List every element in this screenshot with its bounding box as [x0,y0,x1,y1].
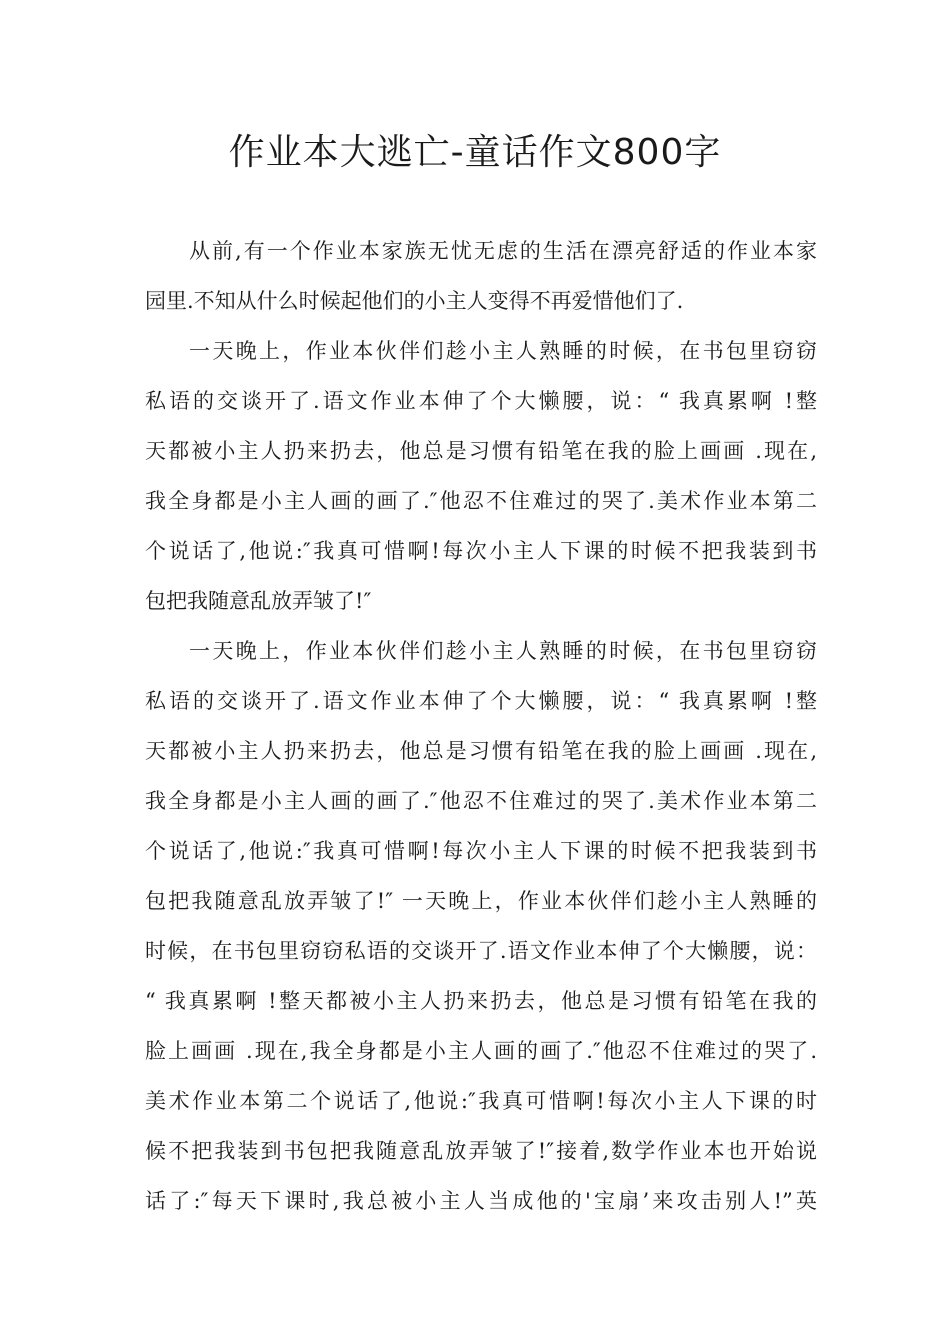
text-line: 美术作业本第二个说话了,他说:″我真可惜啊!每次小主人下课的时 [145,1089,817,1113]
text-line: 我全身都是小主人画的画了.″他忍不住难过的哭了.美术作业本第二 [145,489,817,513]
text-line: 从前,有一个作业本家族无忧无虑的生活在漂亮舒适的作业本家 [189,239,817,263]
text-line: 包把我随意乱放弄皱了!″ [145,589,372,613]
text-line: 包把我随意乱放弄皱了!″ 一天晚上，作业本伙伴们趁小主人熟睡的 [145,889,817,913]
text-line: 个说话了,他说:″我真可惜啊!每次小主人下课的时候不把我装到书 [145,839,817,863]
text-line: 话了:″每天下课时,我总被小主人当成他的'宝扇’来攻击别人!”英 [145,1189,817,1213]
text-line: 私语的交谈开了.语文作业本伸了个大懒腰，说：“ 我真累啊 !整 [145,389,817,413]
text-line: 我全身都是小主人画的画了.″他忍不住难过的哭了.美术作业本第二 [145,789,817,813]
text-line: 一天晚上，作业本伙伴们趁小主人熟睡的时候，在书包里窃窃 [189,339,817,363]
text-line: “ 我真累啊 !整天都被小主人扔来扔去，他总是习惯有铅笔在我的 [145,989,817,1013]
text-line: 天都被小主人扔来扔去，他总是习惯有铅笔在我的脸上画画 .现在, [145,739,817,763]
text-line: 个说话了,他说:″我真可惜啊!每次小主人下课的时候不把我装到书 [145,539,817,563]
text-line: 脸上画画 .现在,我全身都是小主人画的画了.″他忍不住难过的哭了. [145,1039,817,1063]
text-line: 一天晚上，作业本伙伴们趁小主人熟睡的时候，在书包里窃窃 [189,639,817,663]
document-title: 作业本大逃亡-童话作文800字 [228,132,722,173]
text-line: 园里.不知从什么时候起他们的小主人变得不再爱惜他们了. [145,289,684,313]
text-line: 私语的交谈开了.语文作业本伸了个大懒腰，说：“ 我真累啊 !整 [145,689,817,713]
text-line: 天都被小主人扔来扔去，他总是习惯有铅笔在我的脸上画画 .现在, [145,439,817,463]
text-line: 候不把我装到书包把我随意乱放弄皱了!″接着,数学作业本也开始说 [145,1139,817,1163]
text-line: 时候，在书包里窃窃私语的交谈开了.语文作业本伸了个大懒腰，说： [145,939,817,963]
